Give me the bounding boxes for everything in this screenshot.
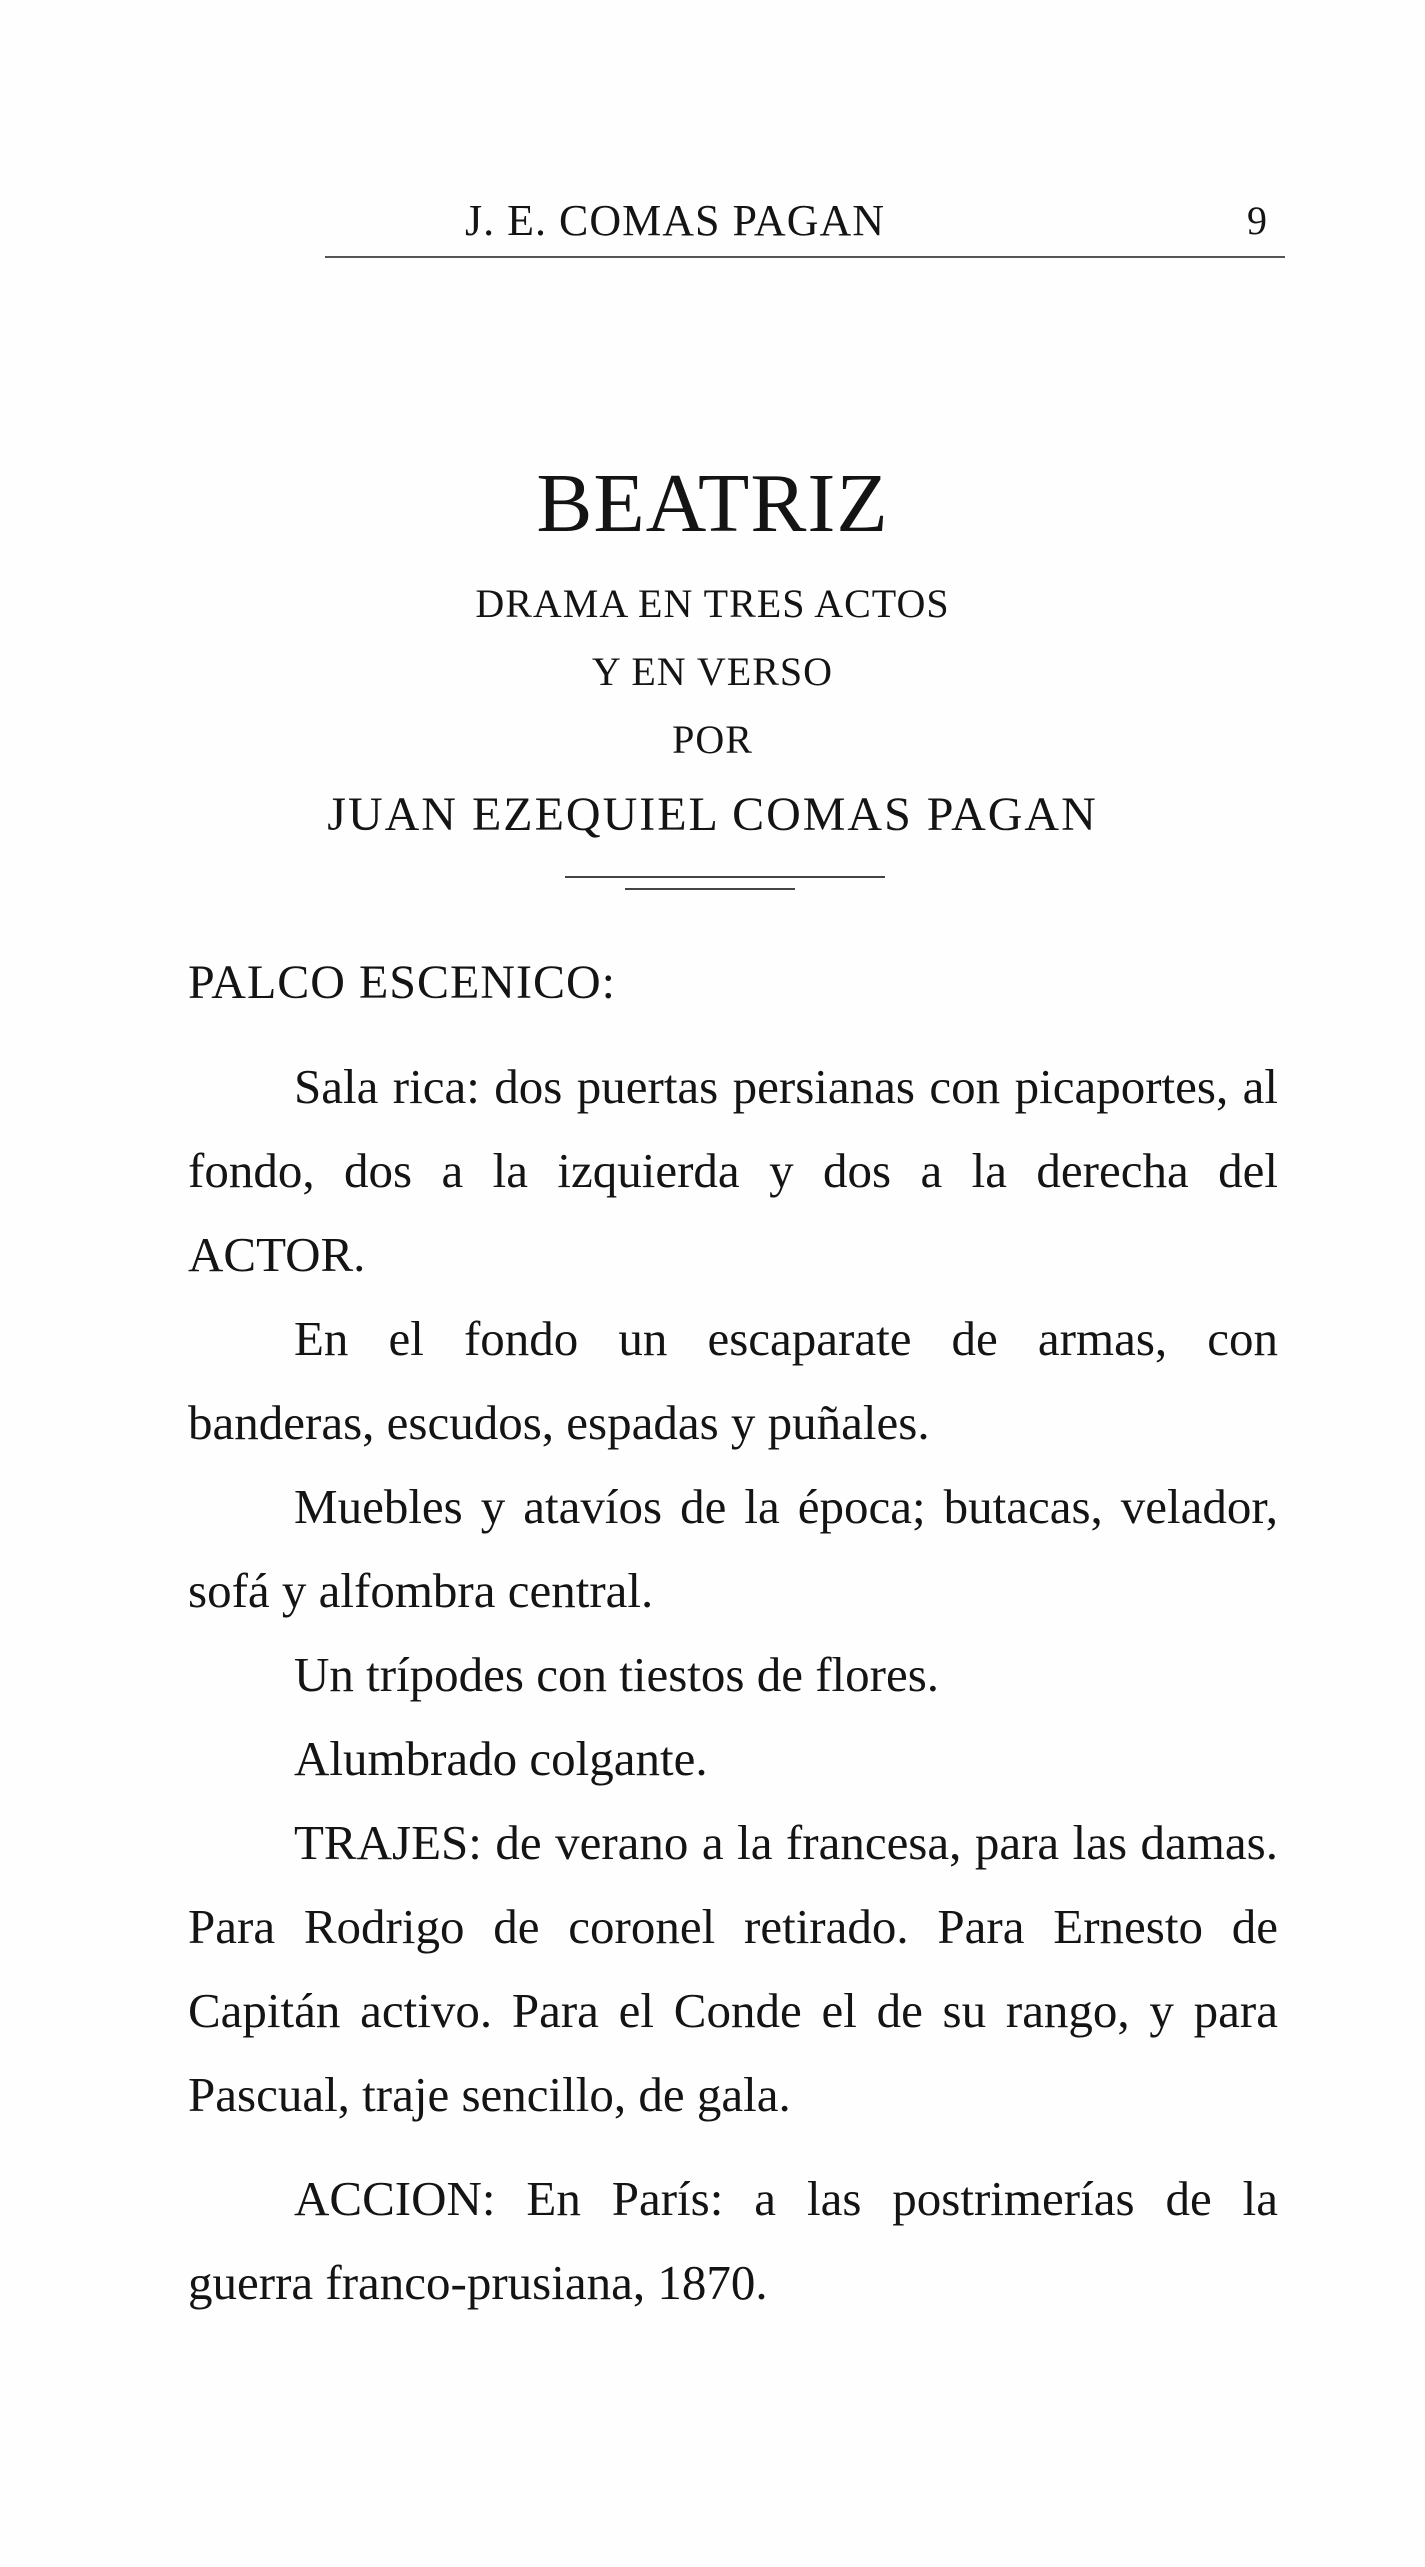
section-heading: PALCO ESCENICO: xyxy=(188,956,616,1009)
running-header xyxy=(325,195,1285,255)
header-rule xyxy=(325,256,1285,258)
paragraph-set: Sala rica: dos puertas persianas con picaportes, al fondo, dos a la izquierda y dos a la derecha del ACTOR. xyxy=(188,1059,1278,1282)
play-title: BEATRIZ xyxy=(536,457,889,550)
ornamental-rule-bottom xyxy=(625,888,795,890)
paragraph-furniture: Muebles y atavíos de la época; butacas, velador, sofá y alfombra central. xyxy=(188,1479,1278,1618)
paragraph-tripod: Un trípodes con tiestos de flores. xyxy=(294,1647,940,1702)
page-number: 9 xyxy=(1247,198,1267,243)
stage-directions xyxy=(188,1045,1278,2325)
paragraph-action: ACCION: En París: a las postrimerías de la guerra franco-prusiana, 1870. xyxy=(188,2171,1278,2310)
subtitle-genre: DRAMA EN TRES ACTOS xyxy=(475,581,950,626)
ornamental-rule-top xyxy=(565,876,885,878)
paragraph-armory: En el fondo un escaparate de armas, con banderas, escudos, espadas y puñales. xyxy=(188,1311,1278,1450)
paragraph-costumes: TRAJES: de verano a la francesa, para las damas. Para Rodrigo de coronel retirado. Para Ernesto de Capitán activo. Para el Conde el de su rango, y para Pascual, traje sencillo, de gala. xyxy=(188,1815,1278,2122)
subtitle-by: POR xyxy=(672,717,753,762)
author-name: JUAN EZEQUIEL COMAS PAGAN xyxy=(327,788,1098,841)
subtitle-form: Y EN VERSO xyxy=(591,649,834,694)
paragraph-lighting: Alumbrado colgante. xyxy=(294,1731,708,1786)
running-title: J. E. COMAS PAGAN xyxy=(465,196,886,245)
